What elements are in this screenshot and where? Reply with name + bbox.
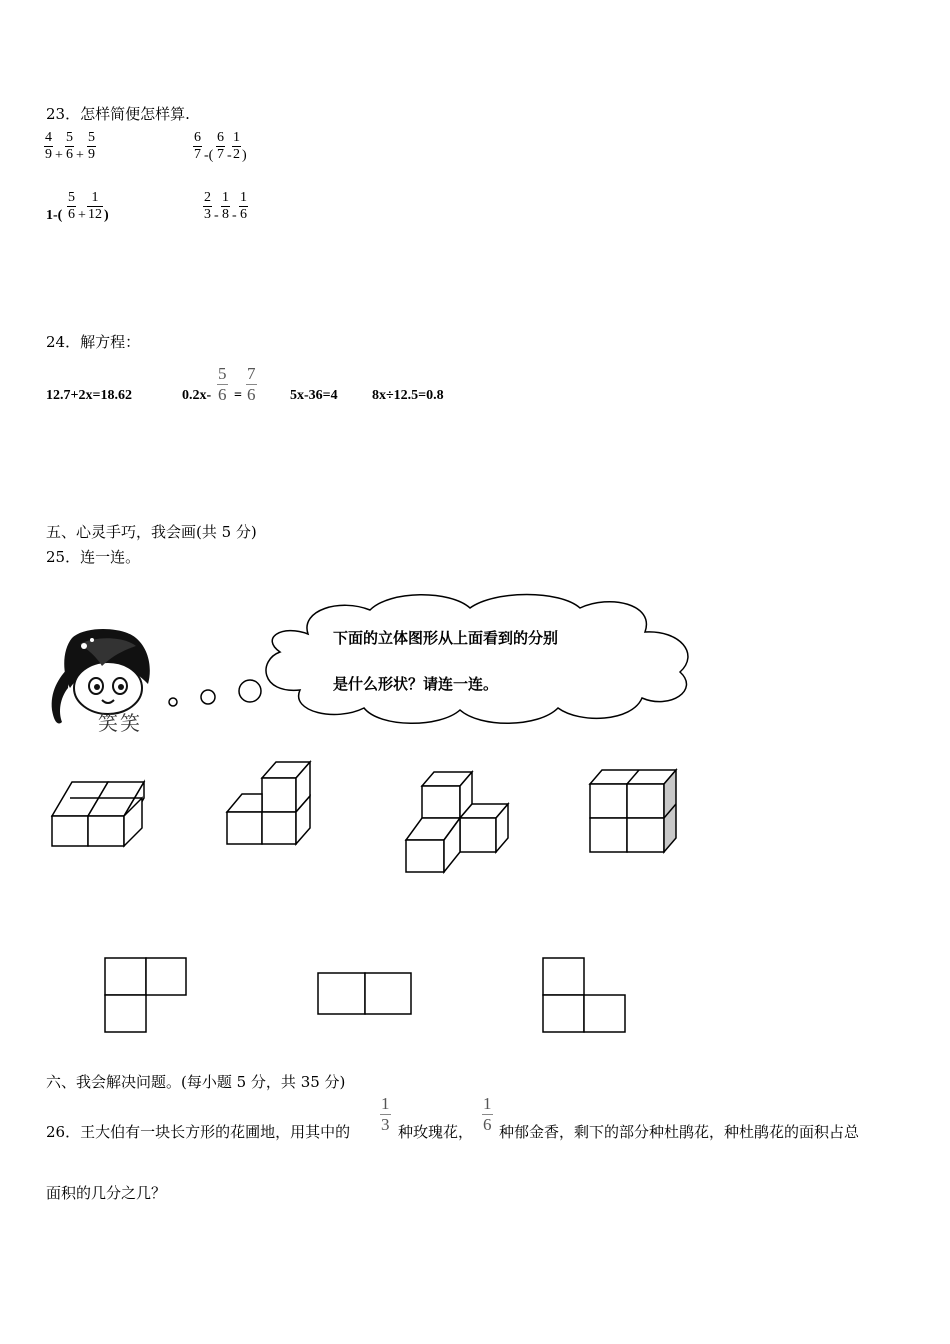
q24-title: 24．解方程： — [46, 333, 141, 351]
thought-bubbles — [160, 660, 270, 710]
solid-figure-4 — [588, 768, 684, 856]
equation-4: 8x÷12.5=0.8 — [372, 388, 444, 403]
fraction: $\frac{1}{6}$ — [240, 190, 247, 222]
thought-cloud — [260, 590, 700, 730]
fraction: $\frac{4}{9}$ — [45, 130, 52, 162]
fraction: $\frac{5}{6}$ — [68, 190, 75, 222]
fraction: $\frac{1}{3}$ — [381, 1094, 390, 1134]
fraction: $\frac{1}{8}$ — [222, 190, 229, 222]
equation-3: 5x-36=4 — [290, 388, 338, 403]
q26-line2: 面积的几分之几？ — [46, 1184, 167, 1202]
cloud-text-line2: 是什么形状？请连一连。 — [333, 675, 499, 693]
fraction: $\frac{1}{6}$ — [483, 1094, 492, 1134]
q25-title: 25．连一连。 — [46, 548, 141, 566]
fraction: $\frac{6}{7}$ — [217, 130, 224, 162]
solid-figure-3 — [404, 770, 514, 876]
fraction: $\frac{1}{2}$ — [233, 130, 240, 162]
section5-title: 五、心灵手巧，我会画(共 5 分) — [46, 523, 257, 541]
girl-caption: 笑笑 — [98, 711, 142, 735]
fraction: $\frac{2}{3}$ — [204, 190, 211, 222]
solid-figure-1 — [50, 778, 150, 850]
fraction: $\frac{5}{9}$ — [88, 130, 95, 162]
fraction: $\frac{5}{6}$ — [218, 364, 227, 404]
fraction: $\frac{1}{12}$ — [88, 190, 102, 222]
section6-title: 六、我会解决问题。(每小题 5 分，共 35 分) — [46, 1073, 346, 1091]
solid-figure-2 — [224, 758, 324, 850]
top-view-shape-1 — [104, 956, 188, 1034]
top-view-shape-2 — [316, 971, 414, 1017]
top-view-shape-3 — [541, 956, 629, 1034]
fraction: $\frac{5}{6}$ — [66, 130, 73, 162]
equation-1: 12.7+2x=18.62 — [46, 388, 132, 403]
fraction: $\frac{6}{7}$ — [194, 130, 201, 162]
q23-title: 23．怎样简便怎样算. — [46, 105, 190, 123]
fraction: $\frac{7}{6}$ — [247, 364, 256, 404]
cloud-text-line1: 下面的立体图形从上面看到的分别 — [333, 629, 559, 647]
